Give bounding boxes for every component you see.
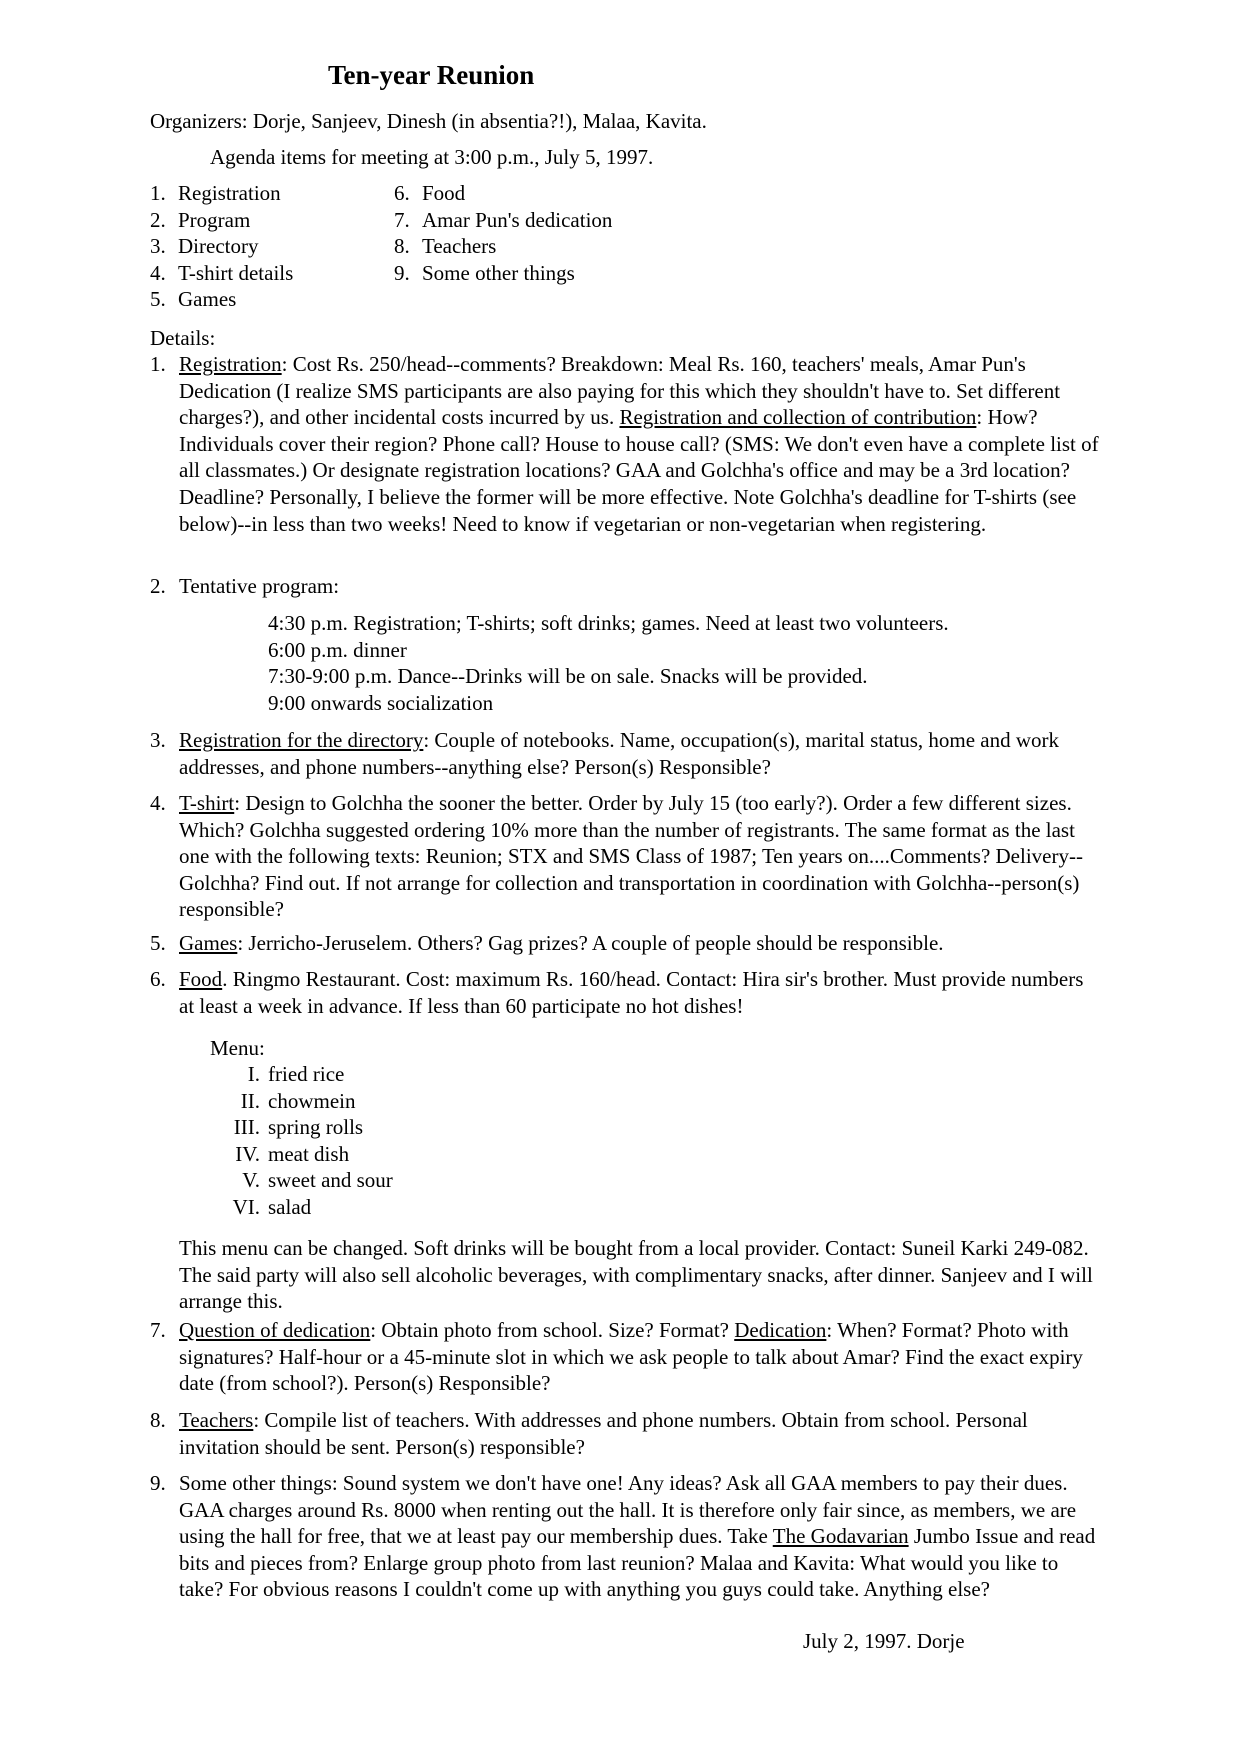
organizers-line: Organizers: Dorje, Sanjeev, Dinesh (in absentia?!), Malaa, Kavita. <box>150 109 707 133</box>
menu-item-label: fried rice <box>268 1062 345 1086</box>
document-title: Ten-year Reunion <box>328 60 535 90</box>
publication-title: The Godavarian <box>772 1524 909 1549</box>
program-schedule <box>268 610 949 716</box>
item-text: Some other things: Sound system we don't have one! Any ideas? Ask all GAA members to pay their dues. GAA charges around Rs. 8000 when renting out the hall. It is therefore only fair since, as members, we are using the hall for free, that we at least pay our membership dues. Take <box>179 1471 1077 1549</box>
item-text: : Couple of notebooks. Name, occupation(s), marital status, home and work addresses, and phone numbers--anything else? Person(s) Responsible? <box>179 728 1060 779</box>
item-subheading: Dedication <box>734 1318 827 1342</box>
menu-list <box>200 1061 393 1220</box>
item-body <box>179 930 1100 957</box>
item-number: 7. <box>150 1318 166 1342</box>
item-heading: Teachers <box>179 1408 254 1432</box>
menu-item-label: meat dish <box>268 1141 350 1166</box>
menu-label: Menu: <box>210 1036 265 1060</box>
agenda-item <box>150 180 293 207</box>
detail-item-teachers <box>150 1407 1100 1460</box>
item-heading: Games <box>179 931 238 955</box>
menu-item-number: IV. <box>235 1141 260 1166</box>
agenda-item-number: 7. <box>394 207 410 232</box>
agenda-list-left <box>150 180 293 313</box>
menu-item-label: salad <box>268 1194 312 1219</box>
menu-item <box>200 1061 393 1088</box>
menu-item <box>200 1114 393 1141</box>
agenda-item <box>150 207 293 234</box>
agenda-item <box>150 233 293 260</box>
item-body <box>179 1317 1100 1397</box>
item-heading: T-shirt <box>179 791 235 815</box>
agenda-item-number: 8. <box>394 234 410 258</box>
menu-note <box>150 1235 1100 1315</box>
item-text: : When? Format? Photo with signatures? Half-hour or a 45-minute slot in which we ask people to talk about Amar? Find the exact expiry date (from school?). Person(s) Responsible? <box>179 1318 1083 1396</box>
item-number: 1. <box>150 352 166 376</box>
agenda-item-label: Some other things <box>422 260 575 285</box>
program-entry: 9:00 onwards socialization <box>268 690 494 715</box>
program-entry: 4:30 p.m. Registration; T-shirts; soft drinks; games. Need at least two volunteers. <box>268 611 949 635</box>
menu-item-label: sweet and sour <box>268 1168 393 1192</box>
agenda-item <box>150 286 293 313</box>
agenda-heading: Agenda items for meeting at 3:00 p.m., July 5, 1997. <box>210 145 654 169</box>
item-heading: Question of dedication <box>179 1318 371 1342</box>
item-text: : Obtain photo from school. Size? Format? <box>370 1318 735 1342</box>
item-subheading: Registration and collection of contribution <box>619 405 977 430</box>
item-number: 6. <box>150 967 166 991</box>
detail-item-games <box>150 930 1100 957</box>
details-label: Details: <box>150 326 216 350</box>
item-body <box>179 727 1100 780</box>
detail-item-food <box>150 966 1100 1019</box>
item-body <box>179 351 1100 537</box>
menu-item-number: III. <box>233 1115 260 1139</box>
agenda-item <box>394 180 612 207</box>
agenda-item-label: Registration <box>178 181 281 205</box>
detail-item-registration <box>150 351 1100 537</box>
agenda-item-number: 9. <box>394 260 410 285</box>
item-text: : Jerricho-Jeruselem. Others? Gag prizes? A couple of people should be responsible. <box>237 931 944 955</box>
agenda-item <box>394 233 612 260</box>
menu-item <box>200 1167 393 1194</box>
program-entry: 7:30-9:00 p.m. Dance--Drinks will be on sale. Snacks will be provided. <box>268 664 868 688</box>
item-text: : How? Individuals cover their region? Phone call? House to house call? (SMS: We don't even have a complete list of all classmates.) Or designate registration locations? GAA and Golchha's office and may be a 3rd location? Deadline? Personally, I believe the former will be more effective. Note Golchha's deadline for T-shirts (see below)--in less than two weeks! Need to know if vegetarian or non-vegetarian when registering. <box>179 405 1099 536</box>
item-text: : Cost Rs. 250/head--comments? Breakdown: Meal Rs. 160, teachers' meals, Amar Pun's Dedication (I realize SMS participants are also paying for this which they shouldn't have to. Set different charges?), and other incidental costs incurred by us. <box>179 352 1061 430</box>
menu-item-label: spring rolls <box>268 1115 364 1139</box>
item-body <box>179 790 1100 923</box>
item-heading: Food <box>179 967 223 991</box>
signature-line: July 2, 1997. Dorje <box>803 1629 965 1653</box>
menu-item <box>200 1194 393 1221</box>
agenda-item-label: Program <box>178 207 251 232</box>
agenda-item-number: 4. <box>150 260 166 285</box>
item-body <box>179 966 1100 1019</box>
item-number: 9. <box>150 1471 166 1495</box>
detail-item-program <box>150 573 1100 600</box>
menu-item-number: VI. <box>232 1194 260 1219</box>
agenda-item-label: T-shirt details <box>178 260 294 285</box>
item-text: This menu can be changed. Soft drinks will be bought from a local provider. Contact: Suneil Karki 249-082. The said party will also sell alcoholic beverages, with complimentary snacks, after dinner. Sanjeev and I will arrange this. <box>179 1236 1093 1314</box>
agenda-item-number: 3. <box>150 234 166 258</box>
agenda-item-number: 2. <box>150 207 166 232</box>
menu-item-number: V. <box>242 1168 260 1192</box>
agenda-item-label: Food <box>422 181 466 205</box>
item-heading: Registration <box>179 352 282 376</box>
item-body <box>179 1470 1100 1603</box>
agenda-item <box>150 260 293 287</box>
agenda-item-label: Directory <box>178 234 259 258</box>
agenda-item-label: Amar Pun's dedication <box>422 207 613 232</box>
menu-item <box>200 1088 393 1115</box>
agenda-item-number: 5. <box>150 287 166 311</box>
agenda-item <box>394 260 612 287</box>
detail-item-tshirt <box>150 790 1100 923</box>
item-text: : Compile list of teachers. With addresses and phone numbers. Obtain from school. Personal invitation should be sent. Person(s) responsible? <box>179 1408 1028 1459</box>
menu-item-number: I. <box>247 1062 260 1086</box>
item-number: 2. <box>150 574 166 598</box>
menu-item-number: II. <box>240 1088 260 1113</box>
menu-item-label: chowmein <box>268 1088 356 1113</box>
agenda-list-right <box>394 180 612 286</box>
item-number: 8. <box>150 1408 166 1432</box>
item-text: : Design to Golchha the sooner the better. Order by July 15 (too early?). Order a few different sizes. Which? Golchha suggested ordering 10% more than the number of registrants. The same format as the last one with the following texts: Reunion; STX and SMS Class of 1987; Ten years on....Comments? Delivery--Golchha? Find out. If not arrange for collection and transportation in coordination with Golchha--person(s) responsible? <box>179 791 1083 922</box>
agenda-item-number: 6. <box>394 181 410 205</box>
item-text: Tentative program: <box>179 574 340 598</box>
agenda-item-number: 1. <box>150 181 166 205</box>
item-body <box>179 1407 1100 1460</box>
item-text: Jumbo Issue and read bits and pieces from? Enlarge group photo from last reunion? Malaa and Kavita: What would you like to take? For obvious reasons I couldn't come up with anything you guys could take. Anything else? <box>179 1524 1096 1602</box>
item-number: 5. <box>150 931 166 955</box>
agenda-item <box>394 207 612 234</box>
detail-item-other-things <box>150 1470 1100 1603</box>
agenda-item-label: Teachers <box>422 234 497 258</box>
item-heading: Registration for the directory <box>179 728 424 752</box>
detail-item-directory <box>150 727 1100 780</box>
item-text: . Ringmo Restaurant. Cost: maximum Rs. 160/head. Contact: Hira sir's brother. Must provide numbers at least a week in advance. If less than 60 participate no hot dishes! <box>179 967 1084 1018</box>
item-number: 4. <box>150 791 166 815</box>
menu-item <box>200 1141 393 1168</box>
program-entry: 6:00 p.m. dinner <box>268 637 407 662</box>
item-number: 3. <box>150 728 166 752</box>
detail-item-dedication <box>150 1317 1100 1397</box>
agenda-item-label: Games <box>178 287 237 311</box>
